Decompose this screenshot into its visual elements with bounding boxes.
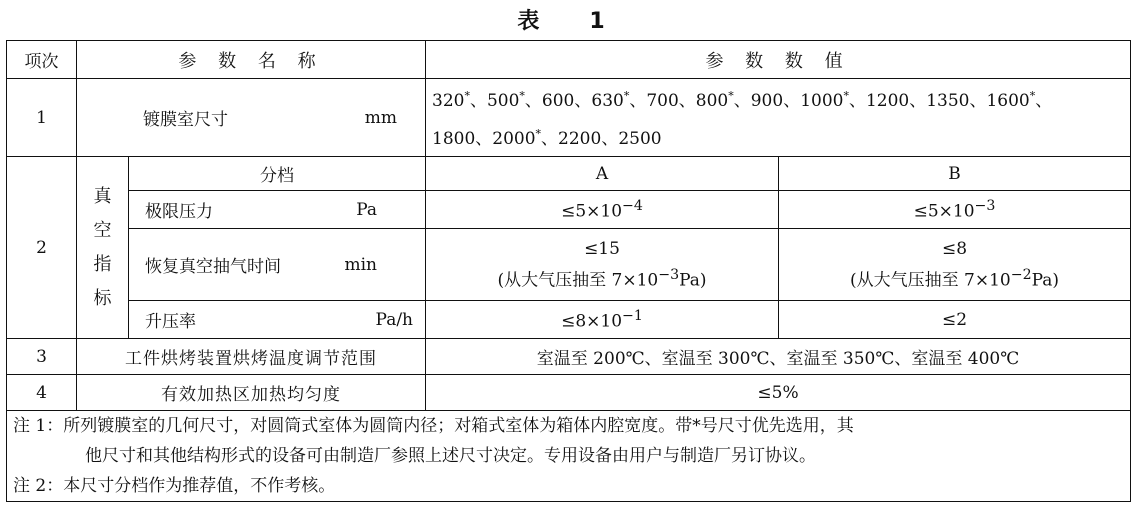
note-label: 注 2： — [13, 476, 64, 497]
size-value: 1600 — [986, 90, 1030, 111]
vacuum-indicator-label — [77, 157, 129, 339]
size-value: 800 — [695, 90, 729, 111]
size-value: 1350 — [926, 90, 970, 111]
separator: 、 — [601, 129, 619, 150]
param-name: 极限压力 — [145, 202, 213, 223]
param-name: 恢复真空抽气时间 — [145, 257, 281, 278]
table-row-recovery-time — [7, 229, 1131, 301]
table-row-limit-pressure — [7, 191, 1131, 229]
note-1-continued: 他尺寸和其他结构形式的设备可由制造厂参照上述尺寸决定。专用设备由用户与制造厂另订协议。 — [85, 446, 816, 467]
value-text: ≤15 — [584, 238, 620, 259]
chamber-size-list — [426, 79, 1131, 157]
recovery-time-a — [426, 229, 779, 301]
size-value: 500 — [486, 90, 520, 111]
param-name-cell — [129, 191, 426, 229]
separator: 、 — [629, 90, 647, 111]
separator: 、 — [678, 90, 696, 111]
preferred-star: * — [843, 89, 849, 102]
separator: 、 — [475, 129, 493, 150]
rise-rate-a — [426, 301, 779, 339]
grade-a: A — [426, 157, 779, 191]
vertical-char: 真 — [93, 185, 112, 207]
preferred-star: * — [623, 89, 630, 102]
preferred-star: * — [728, 89, 734, 102]
note-label: 注 1： — [13, 416, 64, 437]
param-value: ≤5% — [426, 375, 1131, 411]
notes-cell — [7, 411, 1131, 502]
grade-label: 分档 — [129, 157, 426, 191]
note-1 — [13, 411, 1124, 441]
limit-pressure-a — [426, 191, 779, 229]
preferred-star: * — [464, 89, 470, 102]
size-value: 900 — [750, 90, 784, 111]
row-index: 1 — [7, 79, 77, 157]
header-param-value: 参 数 数 值 — [426, 41, 1131, 79]
preferred-star: * — [519, 89, 525, 102]
separator: 、 — [469, 90, 487, 111]
row-index: 2 — [7, 157, 77, 339]
header-index: 项次 — [7, 41, 77, 79]
value-condition: (从大气压抽至 $7\times 10^{-3}Pa$) — [497, 266, 707, 291]
size-value: 2500 — [618, 129, 662, 150]
param-name: 工件烘烤装置烘烤温度调节范围 — [77, 339, 426, 375]
separator: 、 — [848, 90, 866, 111]
table-row-1 — [7, 79, 1131, 157]
size-value: 2200 — [558, 129, 602, 150]
param-name-cell — [77, 79, 426, 157]
param-name-cell — [129, 301, 426, 339]
param-name-cell — [129, 229, 426, 301]
value-text: ≤5×10 — [913, 201, 975, 222]
table-header-row — [7, 41, 1131, 79]
param-unit: min — [344, 254, 378, 275]
table-row-3 — [7, 339, 1131, 375]
param-unit: Pa/h — [375, 309, 414, 330]
limit-pressure-b — [779, 191, 1131, 229]
value-text: ≤5×10 — [561, 201, 623, 222]
size-value: 600 — [541, 90, 575, 111]
separator: 、 — [524, 90, 542, 111]
parameter-table — [6, 40, 1131, 502]
row-index: 3 — [7, 339, 77, 375]
param-unit: mm — [364, 107, 398, 128]
table-row-4 — [7, 375, 1131, 411]
table-title: 表 1 — [517, 9, 619, 34]
size-values — [432, 91, 1052, 150]
vertical-char: 标 — [93, 287, 112, 309]
separator: 、 — [733, 90, 751, 111]
separator: 、 — [1035, 90, 1053, 111]
value-exponent: −4 — [622, 197, 643, 214]
value-exponent: −1 — [622, 307, 643, 324]
table-row-rise-rate — [7, 301, 1131, 339]
size-value: 630 — [591, 90, 624, 111]
note-text: 本尺寸分档作为推荐值，不作考核。 — [63, 476, 336, 497]
header-param-name: 参 数 名 称 — [77, 41, 426, 79]
recovery-time-b — [779, 229, 1131, 301]
preferred-star: * — [535, 127, 542, 141]
value-text: ≤8×10 — [561, 311, 623, 332]
separator: 、 — [574, 90, 592, 111]
note-text: 所列镀膜室的几何尺寸，对圆筒式室体为圆筒内径；对箱式室体为箱体内腔宽度。带*号尺寸优先选用，其 — [63, 416, 854, 437]
size-value: 1000 — [800, 90, 844, 111]
grade-b: B — [779, 157, 1131, 191]
note-2 — [13, 471, 1124, 501]
preferred-star: * — [1029, 89, 1036, 102]
separator: 、 — [969, 90, 987, 111]
param-name: 升压率 — [145, 312, 196, 333]
size-value: 320 — [432, 90, 465, 111]
size-value: 1800 — [432, 129, 476, 150]
separator: 、 — [783, 90, 801, 111]
rise-rate-b: ≤2 — [779, 301, 1131, 339]
value-text: ≤8 — [941, 238, 968, 259]
size-value: 700 — [646, 90, 679, 111]
value-condition: (从大气压抽至 $7\times 10^{-2}Pa$) — [849, 266, 1060, 291]
table-row-2-grade — [7, 157, 1131, 191]
value-exponent: −3 — [974, 197, 996, 214]
size-value: 2000 — [492, 129, 536, 150]
param-name: 镀膜室尺寸 — [143, 110, 228, 131]
param-name: 有效加热区加热均匀度 — [77, 375, 426, 411]
size-value: 1200 — [865, 90, 910, 111]
separator: 、 — [541, 129, 559, 150]
param-unit: Pa — [356, 199, 378, 220]
vertical-char: 指 — [93, 253, 112, 275]
row-index: 4 — [7, 375, 77, 411]
param-value: 室温至 200℃、室温至 300℃、室温至 350℃、室温至 400℃ — [426, 339, 1131, 375]
separator: 、 — [909, 90, 927, 111]
table-notes-row — [7, 411, 1131, 502]
vertical-char: 空 — [93, 219, 112, 241]
